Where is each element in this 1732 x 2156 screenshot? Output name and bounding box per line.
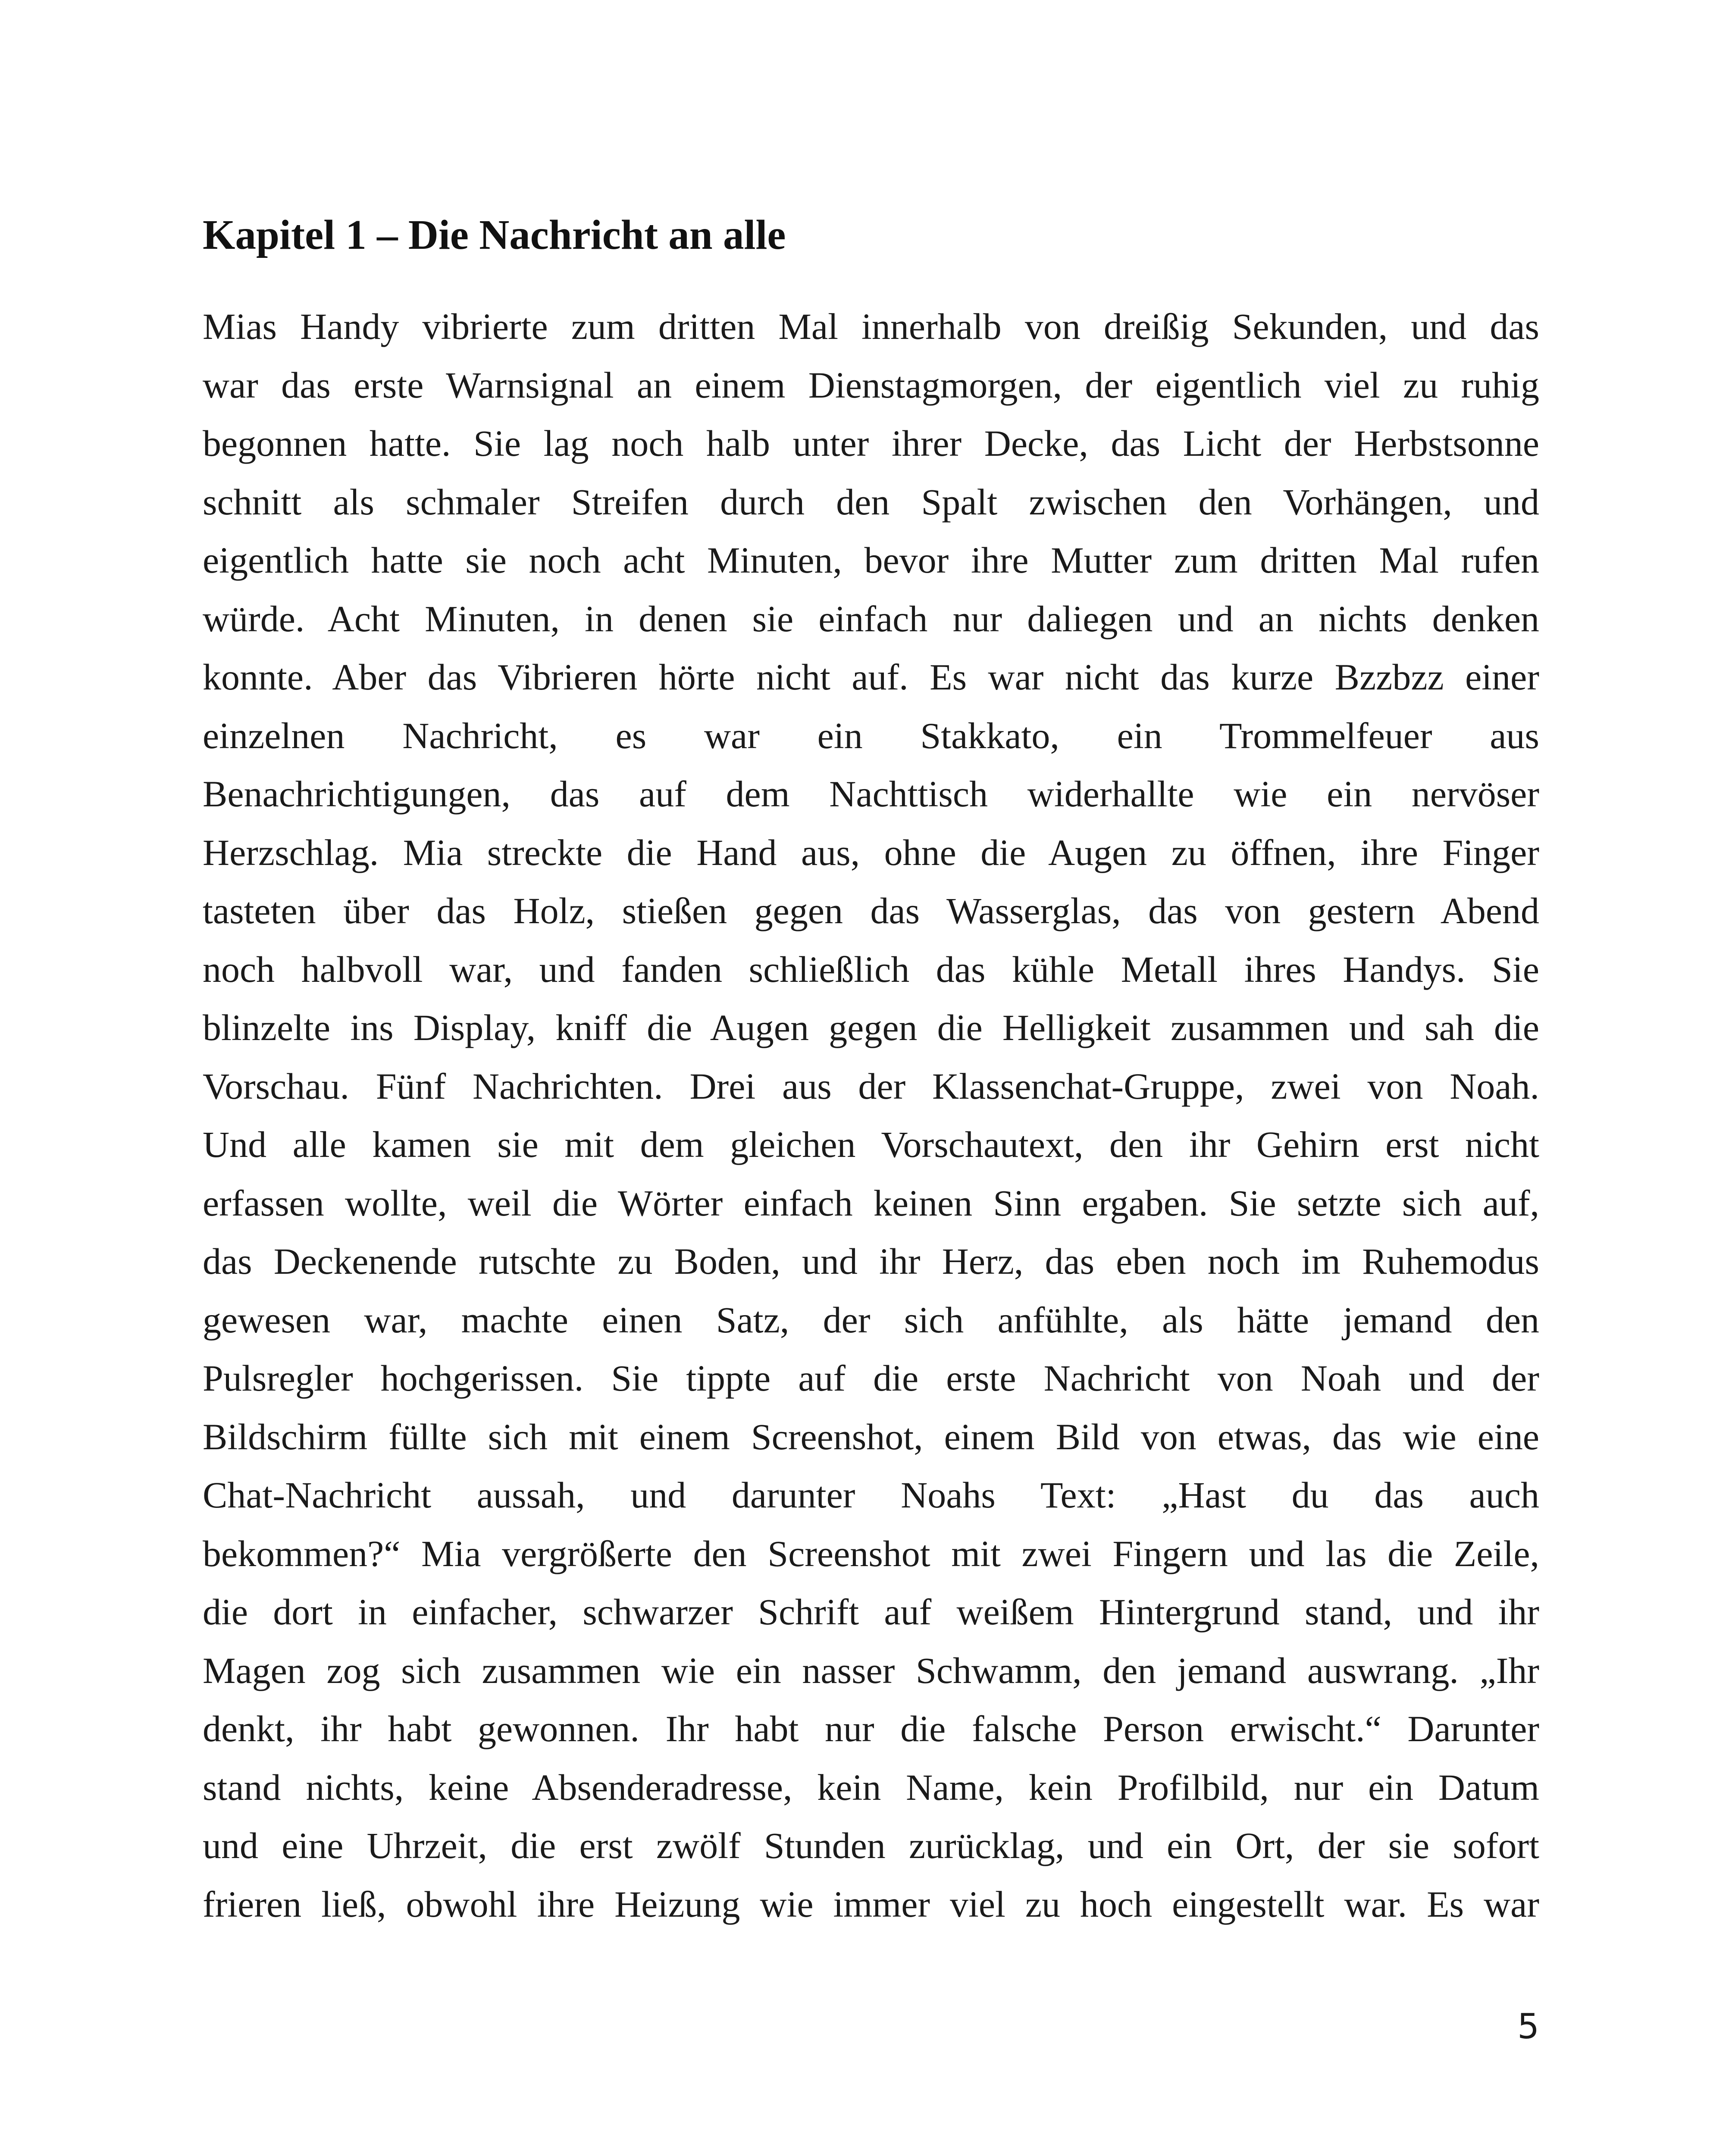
text-line: die dort in einfacher, schwarzer Schrift auf weißem Hintergrund stand, und ihr bbox=[203, 1591, 1539, 1633]
text-line: Chat-Nachricht aussah, und darunter Noahs Text: „Hast du das auch bbox=[203, 1474, 1539, 1516]
text-line: war das erste Warnsignal an einem Dienstagmorgen, der eigentlich viel zu ruhig bbox=[203, 364, 1539, 406]
text-line: erfassen wollte, weil die Wörter einfach keinen Sinn ergaben. Sie setzte sich auf, bbox=[203, 1182, 1539, 1224]
body-paragraph bbox=[203, 298, 1539, 1934]
text-line: tasteten über das Holz, stießen gegen das Wasserglas, das von gestern Abend bbox=[203, 890, 1539, 931]
text-line: gewesen war, machte einen Satz, der sich anfühlte, als hätte jemand den bbox=[203, 1299, 1539, 1341]
text-line: Und alle kamen sie mit dem gleichen Vorschautext, den ihr Gehirn erst nicht bbox=[203, 1124, 1539, 1165]
text-line: stand nichts, keine Absenderadresse, kein Name, kein Profilbild, nur ein Datum bbox=[203, 1766, 1539, 1808]
text-line: eigentlich hatte sie noch acht Minuten, bevor ihre Mutter zum dritten Mal rufen bbox=[203, 539, 1539, 581]
text-line: Bildschirm füllte sich mit einem Screenshot, einem Bild von etwas, das wie eine bbox=[203, 1416, 1539, 1457]
text-line: würde. Acht Minuten, in denen sie einfach nur daliegen und an nichts denken bbox=[203, 598, 1539, 639]
text-line: Vorschau. Fünf Nachrichten. Drei aus der Klassenchat-Gruppe, zwei von Noah. bbox=[203, 1065, 1539, 1107]
text-line: Herzschlag. Mia streckte die Hand aus, ohne die Augen zu öffnen, ihre Finger bbox=[203, 831, 1539, 873]
text-line: schnitt als schmaler Streifen durch den Spalt zwischen den Vorhängen, und bbox=[203, 481, 1539, 523]
text-line: noch halbvoll war, und fanden schließlich das kühle Metall ihres Handys. Sie bbox=[203, 948, 1539, 990]
text-line: bekommen?“ Mia vergrößerte den Screenshot mit zwei Fingern und las die Zeile, bbox=[203, 1532, 1539, 1574]
text-line: und eine Uhrzeit, die erst zwölf Stunden zurücklag, und ein Ort, der sie sofort bbox=[203, 1825, 1539, 1866]
text-line: das Deckenende rutschte zu Boden, und ihr Herz, das eben noch im Ruhemodus bbox=[203, 1241, 1539, 1282]
page-number: 5 bbox=[1517, 2006, 1539, 2046]
text-line: Pulsregler hochgerissen. Sie tippte auf die erste Nachricht von Noah und der bbox=[203, 1357, 1539, 1399]
text-line: konnte. Aber das Vibrieren hörte nicht auf. Es war nicht das kurze Bzzbzz einer bbox=[203, 656, 1539, 698]
chapter-title: Kapitel 1 – Die Nachricht an alle bbox=[203, 212, 786, 258]
text-line: begonnen hatte. Sie lag noch halb unter ihrer Decke, das Licht der Herbstsonne bbox=[203, 423, 1539, 464]
text-line: blinzelte ins Display, kniff die Augen gegen die Helligkeit zusammen und sah die bbox=[203, 1007, 1539, 1048]
text-line: Magen zog sich zusammen wie ein nasser Schwamm, den jemand auswrang. „Ihr bbox=[203, 1649, 1539, 1691]
text-line: denkt, ihr habt gewonnen. Ihr habt nur die falsche Person erwischt.“ Darunter bbox=[203, 1708, 1539, 1749]
text-line: frieren ließ, obwohl ihre Heizung wie immer viel zu hoch eingestellt war. Es war bbox=[203, 1883, 1539, 1925]
text-line: einzelnen Nachricht, es war ein Stakkato, ein Trommelfeuer aus bbox=[203, 714, 1539, 756]
text-line: Mias Handy vibrierte zum dritten Mal innerhalb von dreißig Sekunden, und das bbox=[203, 306, 1539, 347]
text-line: Benachrichtigungen, das auf dem Nachttisch widerhallte wie ein nervöser bbox=[203, 773, 1539, 815]
